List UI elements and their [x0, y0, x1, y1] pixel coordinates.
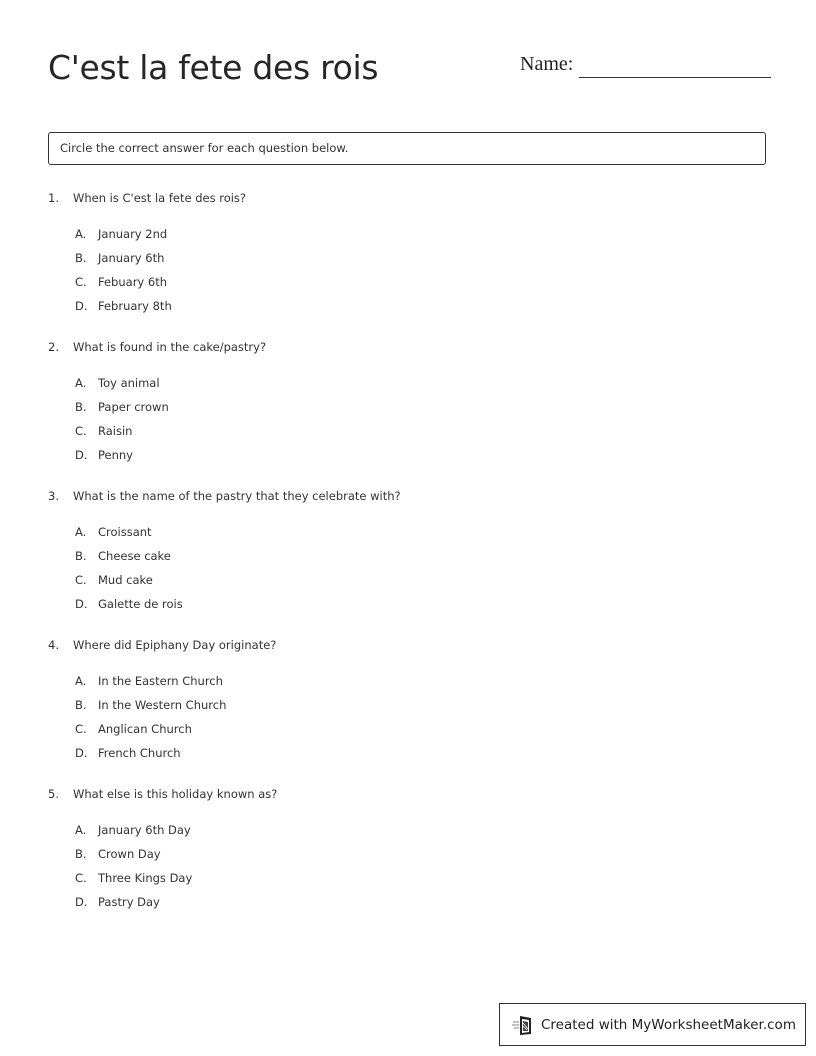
option-text: Penny: [98, 448, 133, 462]
answer-options: [75, 226, 172, 322]
question-number: 3.: [48, 489, 59, 503]
answer-option-d[interactable]: [75, 894, 192, 918]
name-label: Name:: [520, 53, 574, 75]
answer-option-c[interactable]: [75, 870, 192, 894]
question-5: [48, 786, 748, 909]
answer-option-c[interactable]: [75, 274, 172, 298]
option-letter: A.: [75, 376, 87, 390]
name-blank-line[interactable]: [579, 77, 771, 78]
option-text: Toy animal: [98, 376, 160, 390]
question-text: When is C'est la fete des rois?: [73, 191, 247, 205]
question-1: [48, 190, 748, 313]
option-letter: A.: [75, 823, 87, 837]
answer-option-a[interactable]: [75, 822, 192, 846]
footer-text: Created with MyWorksheetMaker.com: [541, 1016, 796, 1033]
option-text: Paper crown: [98, 400, 169, 414]
option-text: Three Kings Day: [98, 871, 193, 885]
answer-options: [75, 822, 192, 918]
footer-credit-badge[interactable]: [499, 1003, 806, 1046]
option-letter: C.: [75, 573, 87, 587]
answer-option-d[interactable]: [75, 596, 183, 620]
option-text: Pastry Day: [98, 895, 160, 909]
answer-option-b[interactable]: [75, 846, 192, 870]
option-letter: B.: [75, 251, 87, 265]
question-text: What else is this holiday known as?: [73, 787, 278, 801]
option-letter: D.: [75, 895, 88, 909]
answer-option-a[interactable]: [75, 375, 169, 399]
option-letter: C.: [75, 275, 87, 289]
instructions-box: Circle the correct answer for each question below.: [48, 132, 766, 165]
answer-option-b[interactable]: [75, 548, 183, 572]
option-letter: C.: [75, 722, 87, 736]
question-number: 5.: [48, 787, 59, 801]
question-text: Where did Epiphany Day originate?: [73, 638, 277, 652]
answer-option-b[interactable]: [75, 399, 169, 423]
option-letter: A.: [75, 674, 87, 688]
option-letter: B.: [75, 698, 87, 712]
option-text: January 6th Day: [98, 823, 191, 837]
question-2: [48, 339, 748, 462]
worksheet-logo-icon: [512, 1013, 536, 1037]
option-text: Febuary 6th: [98, 275, 167, 289]
question-number: 1.: [48, 191, 59, 205]
option-letter: C.: [75, 871, 87, 885]
option-letter: D.: [75, 299, 88, 313]
answer-option-a[interactable]: [75, 673, 226, 697]
answer-options: [75, 524, 183, 620]
option-text: In the Western Church: [98, 698, 227, 712]
option-text: January 2nd: [98, 227, 168, 241]
question-number: 4.: [48, 638, 59, 652]
option-letter: B.: [75, 847, 87, 861]
page-title: C'est la fete des rois: [48, 48, 379, 87]
answer-option-d[interactable]: [75, 447, 169, 471]
question-text: What is the name of the pastry that they celebrate with?: [73, 489, 401, 503]
option-text: Mud cake: [98, 573, 153, 587]
answer-option-c[interactable]: [75, 572, 183, 596]
option-letter: A.: [75, 525, 87, 539]
answer-options: [75, 375, 169, 471]
answer-option-b[interactable]: [75, 250, 172, 274]
option-letter: D.: [75, 597, 88, 611]
option-text: Crown Day: [98, 847, 161, 861]
answer-option-d[interactable]: [75, 298, 172, 322]
question-number: 2.: [48, 340, 59, 354]
option-letter: C.: [75, 424, 87, 438]
question-3: [48, 488, 748, 611]
answer-option-a[interactable]: [75, 226, 172, 250]
option-text: Cheese cake: [98, 549, 171, 563]
answer-option-c[interactable]: [75, 721, 226, 745]
option-text: Anglican Church: [98, 722, 192, 736]
option-text: Raisin: [98, 424, 133, 438]
answer-option-d[interactable]: [75, 745, 226, 769]
option-letter: B.: [75, 549, 87, 563]
option-letter: D.: [75, 448, 88, 462]
question-text: What is found in the cake/pastry?: [73, 340, 267, 354]
option-text: Croissant: [98, 525, 152, 539]
option-letter: A.: [75, 227, 87, 241]
name-field: [520, 52, 771, 76]
option-text: In the Eastern Church: [98, 674, 223, 688]
question-4: [48, 637, 748, 760]
answer-option-b[interactable]: [75, 697, 226, 721]
answer-option-a[interactable]: [75, 524, 183, 548]
answer-option-c[interactable]: [75, 423, 169, 447]
option-text: Galette de rois: [98, 597, 183, 611]
answer-options: [75, 673, 226, 769]
option-letter: B.: [75, 400, 87, 414]
option-text: February 8th: [98, 299, 172, 313]
option-text: French Church: [98, 746, 181, 760]
option-letter: D.: [75, 746, 88, 760]
option-text: January 6th: [98, 251, 165, 265]
